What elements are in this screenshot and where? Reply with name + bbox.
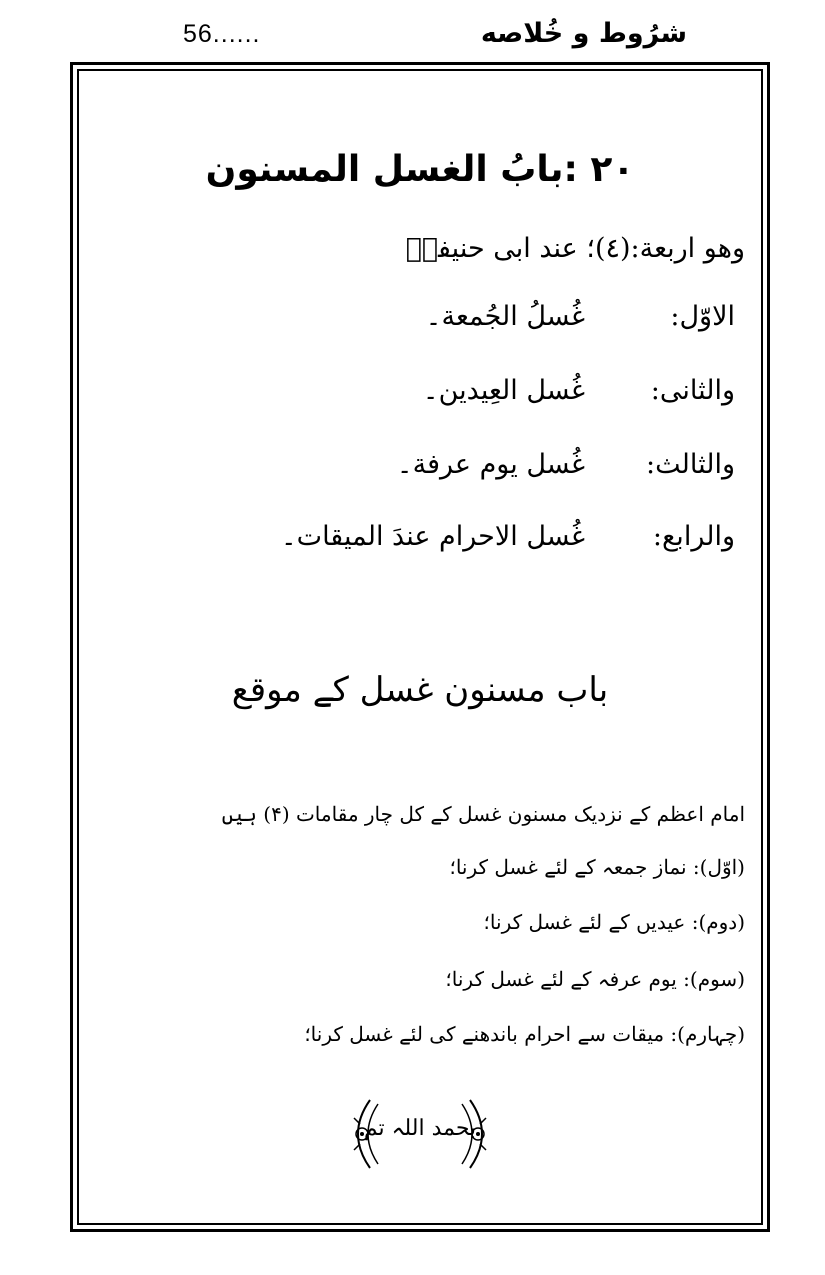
closing-ornament — [77, 1094, 763, 1174]
closing-text: بحمد اللہ تم — [363, 1116, 477, 1141]
item-ordinal: الاوّل: — [670, 301, 735, 332]
chapter-intro: وھو اربعة:(٤)؛ عند ابی حنیفةؒ — [405, 233, 745, 264]
urdu-list-item: (چہارم): میقات سے احرام باندھنے کی لئے غسل کرنا؛ — [304, 1022, 745, 1046]
urdu-section-heading: باب مسنون غسل کے موقع — [231, 670, 609, 710]
item-ordinal: والثالث: — [646, 449, 735, 480]
urdu-list-item: (اوّل): نماز جمعہ کے لئے غسل کرنا؛ — [449, 855, 745, 879]
urdu-intro: امام اعظم کے نزدیک مسنون غسل کے کل چار مقامات (۴) ہیں — [221, 802, 745, 826]
page-content — [77, 69, 763, 1225]
chapter-title: ٢٠ :بابُ الغسل المسنون — [205, 149, 635, 190]
item-ordinal: والرابع: — [652, 521, 735, 552]
page-number: 56...... — [183, 20, 261, 48]
item-text: غُسل العِیدین۔ — [422, 375, 585, 406]
urdu-list-item: (سوم): یوم عرفہ کے لئے غسل کرنا؛ — [445, 967, 745, 991]
list-item — [423, 375, 735, 425]
item-text: غُسل یوم عرفة۔ — [396, 449, 585, 480]
urdu-list-item: (دوم): عیدیں کے لئے غسل کرنا؛ — [483, 910, 745, 934]
list-item — [281, 521, 735, 571]
list-item — [426, 301, 735, 351]
page-header — [0, 14, 825, 62]
item-text: غُسل الاحرام عندَ المیقات۔ — [280, 521, 585, 552]
item-ordinal: والثانی: — [650, 375, 735, 406]
item-text: غُسلُ الجُمعة۔ — [425, 301, 585, 332]
book-title: شرُوط و خُلاصه — [480, 18, 687, 49]
list-item — [397, 449, 735, 499]
